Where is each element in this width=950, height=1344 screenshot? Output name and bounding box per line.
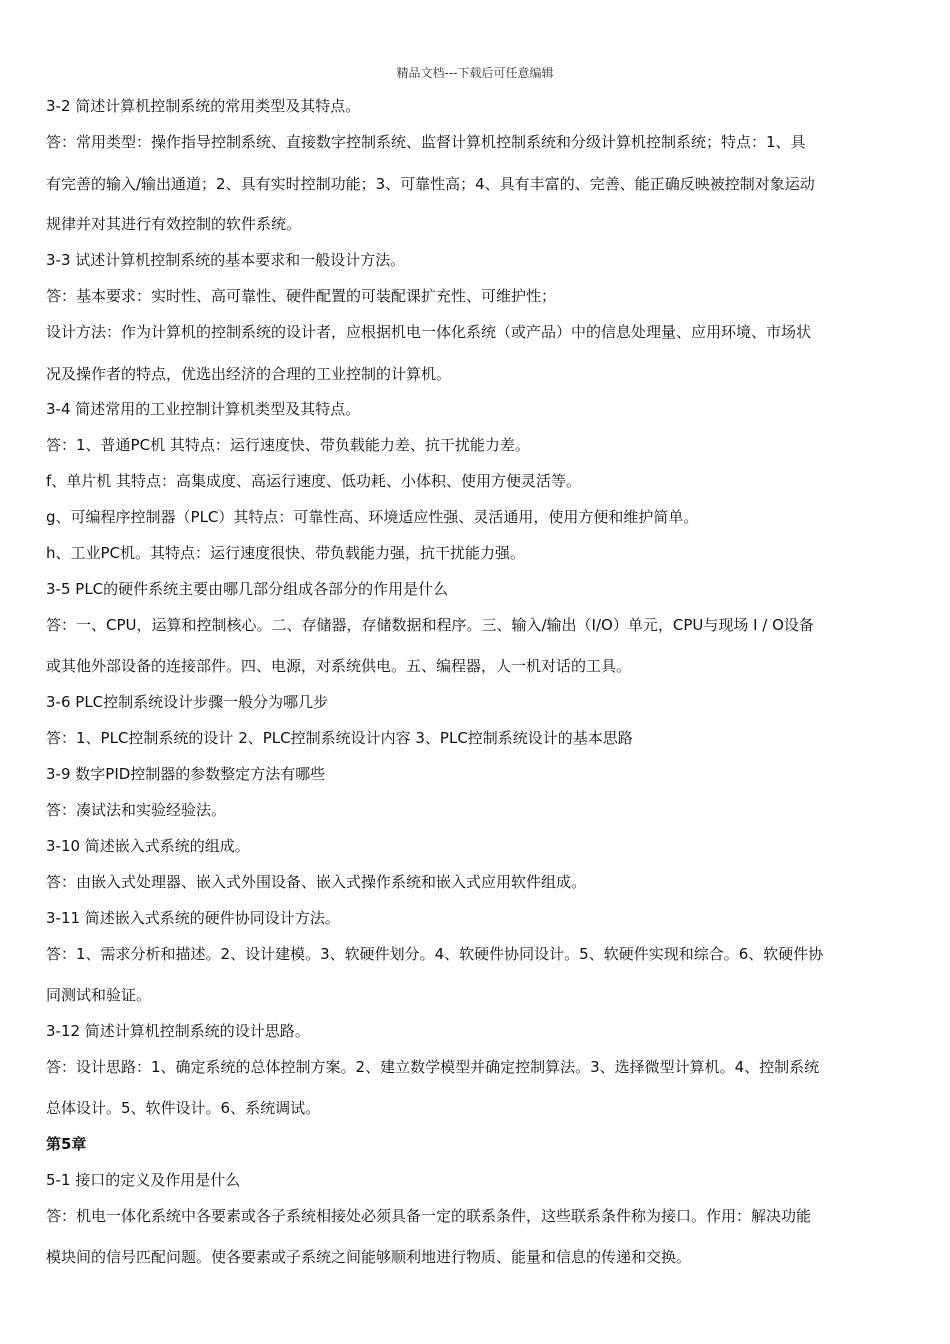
- page-header: 精品文档---下载后可任意编辑: [396, 66, 554, 80]
- answer-3-5-line-2: 或其他外部设备的连接部件。四、电源，对系统供电。五、编程器，人一机对话的工具。: [46, 657, 632, 675]
- question-3-2: 3-2 简述计算机控制系统的常用类型及其特点。: [46, 97, 361, 115]
- answer-3-3-line-1: 答：基本要求：实时性、高可靠性、硬件配置的可装配课扩充性、可维护性；: [46, 287, 557, 305]
- question-3-10: 3-10 简述嵌入式系统的组成。: [46, 837, 250, 855]
- answer-3-2-line-1: 答：常用类型：操作指导控制系统、直接数字控制系统、监督计算机控制系统和分级计算机控制系统；特点：1、具: [46, 133, 806, 151]
- answer-3-6: 答：1、PLC控制系统的设计 2、PLC控制系统设计内容 3、PLC控制系统设计的基本思路: [46, 729, 633, 747]
- answer-3-5-line-1: 答：一、CPU，运算和控制核心。二、存储器，存储数据和程序。三、输入/输出（I/O）单元，CPU与现场 I / O设备: [46, 616, 814, 634]
- answer-3-4-line-1: 答：1、普通PC机 其特点：运行速度快、带负载能力差、抗干扰能力差。: [46, 436, 530, 454]
- answer-3-3-line-3: 况及操作者的特点，优选出经济的合理的工业控制的计算机。: [46, 365, 452, 383]
- answer-3-4-line-3: g、可编程序控制器（PLC）其特点：可靠性高、环境适应性强、灵活通用，使用方便和维护简单。: [46, 508, 699, 526]
- question-5-1: 5-1 接口的定义及作用是什么: [46, 1171, 241, 1189]
- answer-3-2-line-2: 有完善的输入/输出通道；2、具有实时控制功能；3、可靠性高；4、具有丰富的、完善、能正确反映被控制对象运动: [46, 175, 815, 193]
- answer-3-4-line-2: f、单片机 其特点：高集成度、高运行速度、低功耗、小体积、使用方便灵活等。: [46, 472, 582, 490]
- answer-3-10: 答：由嵌入式处理器、嵌入式外围设备、嵌入式操作系统和嵌入式应用软件组成。: [46, 873, 587, 891]
- answer-3-3-line-2: 设计方法：作为计算机的控制系统的设计者，应根据机电一体化系统（或产品）中的信息处理量、应用环境、市场状: [46, 323, 812, 341]
- question-3-3: 3-3 试述计算机控制系统的基本要求和一般设计方法。: [46, 251, 406, 269]
- question-3-12: 3-12 简述计算机控制系统的设计思路。: [46, 1022, 310, 1040]
- answer-3-12-line-1: 答：设计思路：1、确定系统的总体控制方案。2、建立数学模型并确定控制算法。3、选择微型计算机。4、控制系统: [46, 1058, 820, 1076]
- answer-5-1-line-1: 答：机电一体化系统中各要素或各子系统相接处必须具备一定的联系条件，这些联系条件称为接口。作用：解决功能: [46, 1207, 812, 1225]
- answer-5-1-line-2: 模块间的信号匹配问题。使各要素或子系统之间能够顺利地进行物质、能量和信息的传递和交换。: [46, 1248, 692, 1266]
- answer-3-12-line-2: 总体设计。5、软件设计。6、系统调试。: [46, 1099, 321, 1117]
- question-3-9: 3-9 数字PID控制器的参数整定方法有哪些: [46, 765, 326, 783]
- question-3-5: 3-5 PLC的硬件系统主要由哪几部分组成各部分的作用是什么: [46, 580, 449, 598]
- answer-3-11-line-2: 同测试和验证。: [46, 986, 152, 1004]
- answer-3-2-line-3: 规律并对其进行有效控制的软件系统。: [46, 215, 302, 233]
- chapter-heading: 第5章: [46, 1135, 87, 1153]
- question-3-6: 3-6 PLC控制系统设计步骤一般分为哪几步: [46, 693, 329, 711]
- answer-3-4-line-4: h、工业PC机。其特点：运行速度很快、带负载能力强，抗干扰能力强。: [46, 544, 526, 562]
- question-3-11: 3-11 简述嵌入式系统的硬件协同设计方法。: [46, 909, 340, 927]
- answer-3-11-line-1: 答：1、需求分析和描述。2、设计建模。3、软硬件划分。4、软硬件协同设计。5、软硬件实现和综合。6、软硬件协: [46, 945, 824, 963]
- question-3-4: 3-4 简述常用的工业控制计算机类型及其特点。: [46, 400, 361, 418]
- answer-3-9: 答：凑试法和实验经验法。: [46, 801, 227, 819]
